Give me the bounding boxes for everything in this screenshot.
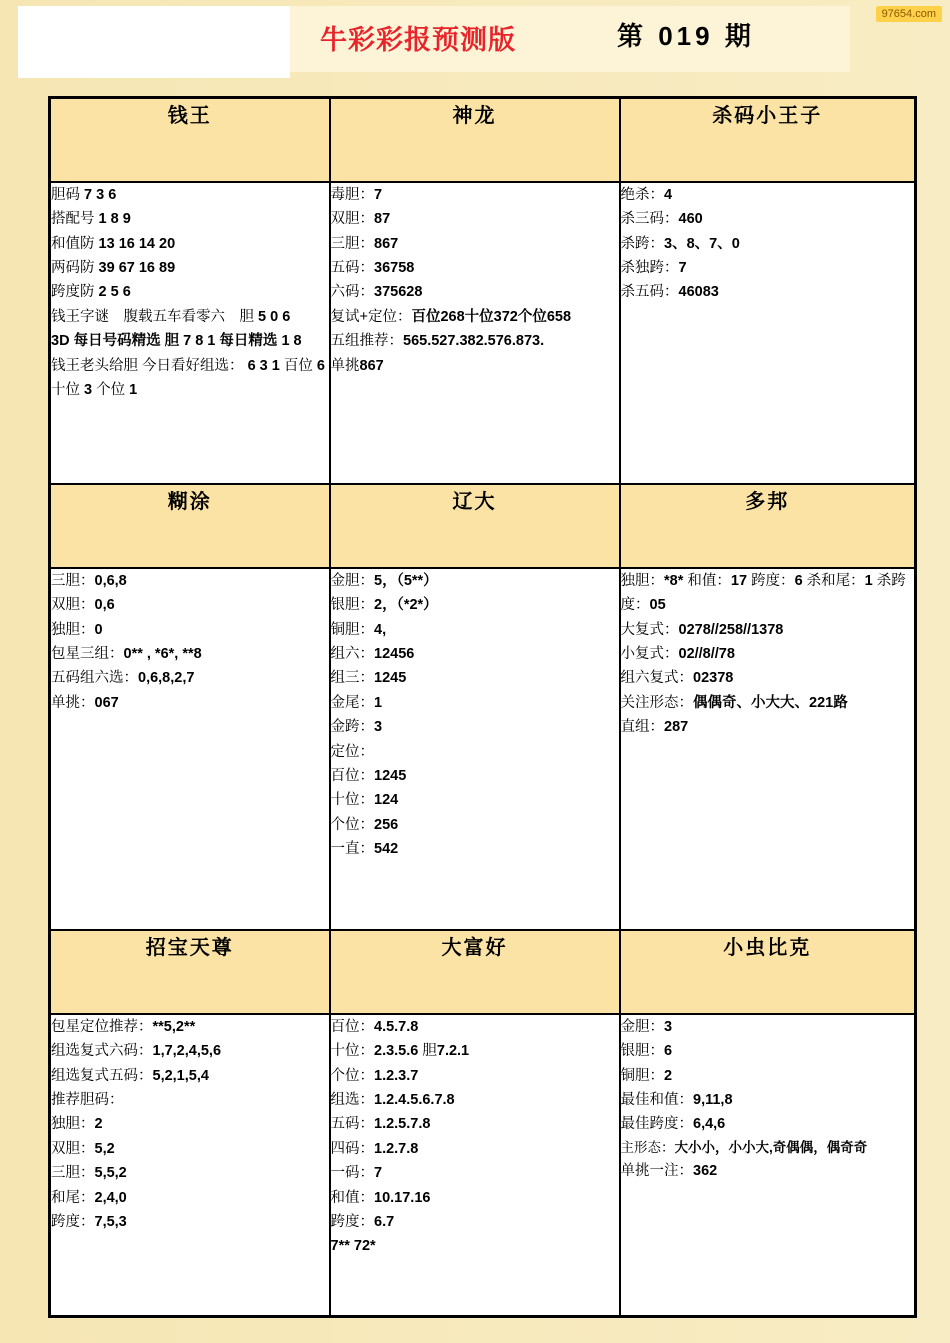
line-label-2: 百位 <box>283 357 313 374</box>
line-value: 6,4,6 <box>693 1116 726 1133</box>
line-label: 独胆： <box>620 573 664 589</box>
title-row-2 <box>50 484 916 568</box>
line-label: 五组推荐： <box>330 333 403 350</box>
line-label: 单挑 <box>330 357 360 374</box>
line-value: 0,6 <box>94 597 115 614</box>
line-value: 460 <box>678 211 703 228</box>
line-value: 4, <box>374 621 387 638</box>
line-label-3: 跨度： <box>751 573 795 589</box>
line-value-4: 1 <box>864 573 873 589</box>
body-row-3 <box>50 1014 916 1317</box>
line-value: 0,6,8 <box>94 573 127 589</box>
list-item <box>331 280 619 304</box>
line-value-4: 1 <box>129 381 138 398</box>
list-item <box>621 183 915 207</box>
section-title-cell-4 <box>330 484 620 568</box>
line-label: 百位： <box>330 767 374 784</box>
line-value-2: 17 <box>730 573 748 589</box>
line-label: 主形态： <box>620 1139 675 1155</box>
line-label: 跨度： <box>330 1213 374 1230</box>
line-label: 复试+定位： <box>330 308 412 325</box>
body-row-1 <box>50 182 916 484</box>
line-value: 12456 <box>374 646 415 663</box>
line-value: 2 <box>664 1067 673 1084</box>
line-value: 067 <box>94 694 119 711</box>
line-label: 组六复式： <box>620 670 693 687</box>
line-label-5: 杀跨度： <box>620 573 906 614</box>
line-label: 杀独跨： <box>620 260 679 277</box>
section-body-1 <box>330 182 620 484</box>
section-title-7: 大富好 <box>441 937 508 959</box>
list-item <box>51 691 329 715</box>
list-item <box>331 1039 619 1063</box>
line-label: 杀三码： <box>620 211 679 228</box>
line-value: 5,5,2 <box>94 1165 127 1182</box>
line-value: 1.2.3.7 <box>374 1067 419 1084</box>
section-body-6 <box>50 1014 330 1317</box>
list-item <box>51 618 329 642</box>
body-row-2 <box>50 568 916 930</box>
line-label: 五码组六选： <box>51 670 138 687</box>
line-value: 02//8//78 <box>678 646 735 663</box>
section-title-8: 小虫比克 <box>723 937 812 959</box>
line-value: 02378 <box>693 670 734 687</box>
list-item <box>51 1161 329 1185</box>
line-value: 2 <box>94 1116 103 1133</box>
list-item <box>331 593 619 617</box>
line-label: 金跨： <box>330 719 374 736</box>
line-label-2: 和值： <box>687 573 731 589</box>
line-label: 组选复式六码： <box>51 1043 153 1060</box>
line-value: 39 67 16 89 <box>98 260 176 277</box>
line-label: 独胆： <box>51 1116 95 1133</box>
line-label: 三胆： <box>330 235 374 252</box>
line-value: 867 <box>359 357 384 374</box>
line-value: 2 5 6 <box>98 284 131 301</box>
list-item <box>51 183 329 207</box>
list-item <box>331 354 619 378</box>
list-item <box>331 183 619 207</box>
line-label: 五码： <box>330 260 374 277</box>
line-label: 钱王字谜 腹载五车看零六 胆 <box>51 308 254 325</box>
list-item <box>331 813 619 837</box>
list-item <box>51 256 329 280</box>
list-item <box>621 715 915 739</box>
list-item <box>331 1161 619 1185</box>
line-label: 最佳和值： <box>620 1092 693 1109</box>
line-value: 4 <box>664 187 673 203</box>
line-label: 三胆： <box>51 1165 95 1182</box>
section-title-0: 钱王 <box>167 105 212 127</box>
line-value-2: 7.2.1 <box>436 1043 470 1060</box>
line-label: 绝杀： <box>620 187 664 203</box>
list-item <box>621 1137 915 1160</box>
list-item <box>331 618 619 642</box>
line-label-2: 每日精选 <box>219 333 278 350</box>
line-value: 46083 <box>678 284 719 301</box>
line-value: 5,2 <box>94 1140 115 1157</box>
line-label-2: 胆 <box>422 1043 437 1060</box>
page-header <box>0 0 950 88</box>
list-item <box>331 207 619 231</box>
line-label: 百位： <box>330 1019 374 1035</box>
line-label: 钱王老头给胆 今日看好组选： <box>51 357 244 374</box>
page-title: 牛彩彩报预测版 <box>320 25 516 55</box>
line-value: 87 <box>374 211 391 228</box>
line-value: 0** , *6*, **8 <box>123 646 202 663</box>
line-label: 三胆： <box>51 573 95 589</box>
list-item <box>331 569 619 593</box>
list-item <box>331 666 619 690</box>
line-value: 5 0 6 <box>258 308 291 325</box>
line-label: 单挑一注： <box>620 1163 693 1180</box>
list-item <box>331 1015 619 1039</box>
list-item <box>331 1137 619 1161</box>
line-value: 0278//258//1378 <box>678 621 784 638</box>
list-item <box>621 666 915 690</box>
line-value: 13 16 14 20 <box>98 235 176 252</box>
line-value: 6 3 1 <box>247 357 280 374</box>
line-label: 一直： <box>330 840 374 857</box>
line-value: 偶偶奇、小大大、221路 <box>693 694 848 711</box>
list-item <box>621 256 915 280</box>
line-label: 关注形态： <box>620 694 693 711</box>
line-label: 推荐胆码： <box>51 1092 124 1109</box>
list-item <box>621 642 915 666</box>
line-label: 组选： <box>330 1092 374 1109</box>
section-body-4 <box>330 568 620 930</box>
line-value-2: 6 <box>316 357 325 374</box>
list-item <box>621 1039 915 1063</box>
line-value: 542 <box>374 840 399 857</box>
list-item <box>331 1186 619 1210</box>
list-item <box>331 1210 619 1234</box>
list-item <box>621 1112 915 1136</box>
line-label: 单挑： <box>51 694 95 711</box>
list-item <box>51 1039 329 1063</box>
list-item <box>331 691 619 715</box>
line-label: 双胆： <box>51 597 95 614</box>
list-item <box>51 1137 329 1161</box>
line-value: 9,11,8 <box>693 1092 733 1109</box>
line-label: 个位： <box>330 1067 374 1084</box>
line-label: 一码： <box>330 1165 374 1182</box>
section-title-cell-7 <box>330 930 620 1014</box>
line-value: 3、8、7、0 <box>664 235 740 252</box>
line-label: 金胆： <box>330 573 374 589</box>
line-value: 7 8 1 <box>183 333 216 350</box>
list-item <box>621 618 915 642</box>
section-title-cell-6 <box>50 930 330 1014</box>
line-label: 两码防 <box>51 260 95 277</box>
line-value: 7 3 6 <box>84 187 117 203</box>
line-label: 跨度防 <box>51 284 95 301</box>
list-item <box>51 354 329 403</box>
section-title-6: 招宝天尊 <box>145 937 234 959</box>
line-label: 和尾： <box>51 1189 95 1206</box>
list-item <box>51 593 329 617</box>
line-label: 组三： <box>330 670 374 687</box>
line-label: 和值： <box>330 1189 374 1206</box>
line-label: 毒胆： <box>330 187 374 203</box>
list-item <box>331 788 619 812</box>
line-value: 256 <box>374 816 399 833</box>
line-value: 36758 <box>374 260 415 277</box>
line-label-3: 十位 <box>51 381 80 398</box>
list-item <box>621 1088 915 1112</box>
line-label: 杀跨： <box>620 235 664 252</box>
line-label: 最佳跨度： <box>620 1116 693 1133</box>
line-value-3: 3 <box>84 381 93 398</box>
list-item <box>51 642 329 666</box>
watermark-label: 97654.com <box>876 6 942 22</box>
list-item <box>51 329 329 353</box>
line-label: 十位： <box>330 792 374 809</box>
list-item <box>51 1210 329 1234</box>
line-label: 个位： <box>330 816 374 833</box>
list-item <box>331 232 619 256</box>
line-label-4: 杀和尾： <box>806 573 865 589</box>
line-label: 跨度： <box>51 1213 95 1230</box>
line-label: 十位： <box>330 1043 374 1060</box>
line-value: 287 <box>664 719 689 736</box>
list-item <box>51 569 329 593</box>
line-value: 3 <box>374 719 383 736</box>
line-label: 杀五码： <box>620 284 679 301</box>
issue-number: 第 019 期 <box>617 21 755 51</box>
line-label: 四码： <box>330 1140 374 1157</box>
list-item <box>331 740 619 764</box>
line-label: 胆码 <box>51 187 80 203</box>
line-value: 1,7,2,4,5,6 <box>152 1043 222 1060</box>
line-value: 565.527.382.576.873. <box>403 333 545 350</box>
section-body-2 <box>620 182 916 484</box>
line-label: 和值防 <box>51 235 95 252</box>
line-value: 362 <box>693 1163 718 1180</box>
line-value: 7,5,3 <box>94 1213 127 1230</box>
section-title-3: 糊涂 <box>167 491 212 513</box>
line-value: 2,4,0 <box>94 1189 127 1206</box>
list-item <box>331 1088 619 1112</box>
header-blank-left <box>18 6 290 78</box>
section-title-cell-1 <box>330 98 620 183</box>
list-item <box>331 642 619 666</box>
line-label: 金胆： <box>620 1019 664 1035</box>
title-row-3 <box>50 930 916 1014</box>
line-value: 4.5.7.8 <box>374 1019 419 1035</box>
line-value-3: 6 <box>794 573 803 589</box>
line-value: 6.7 <box>374 1213 395 1230</box>
list-item <box>331 1112 619 1136</box>
list-item <box>331 715 619 739</box>
line-value: 5,2,1,5,4 <box>152 1067 209 1084</box>
line-label: 大复式： <box>620 621 679 638</box>
section-body-7 <box>330 1014 620 1317</box>
line-label: 包星定位推荐： <box>51 1019 153 1035</box>
list-item <box>51 1112 329 1136</box>
line-value: 2，（*2*） <box>374 597 438 614</box>
list-item <box>51 280 329 304</box>
line-label: 定位： <box>330 743 374 760</box>
line-value: 5，（5**） <box>374 573 438 589</box>
line-value: 375628 <box>374 284 423 301</box>
list-item <box>331 329 619 353</box>
line-label: 组选复式五码： <box>51 1067 153 1084</box>
line-value: 大小小，小小大,奇偶偶，偶奇奇 <box>674 1139 868 1155</box>
section-body-3 <box>50 568 330 930</box>
list-item <box>51 1088 329 1112</box>
list-item <box>51 207 329 231</box>
line-value: 百位268十位372个位658 <box>411 308 572 325</box>
line-value: 7** 72* <box>330 1238 376 1255</box>
line-label: 五码： <box>330 1116 374 1133</box>
list-item <box>621 1159 915 1183</box>
line-label: 铜胆： <box>620 1067 664 1084</box>
line-value: 7 <box>374 1165 383 1182</box>
line-value-5: 05 <box>649 597 666 614</box>
list-item <box>331 305 619 329</box>
section-title-4: 辽大 <box>452 491 497 513</box>
section-title-1: 神龙 <box>452 105 497 127</box>
line-value: 3 <box>664 1019 673 1035</box>
line-value-2: 1 8 <box>281 333 302 350</box>
section-body-5 <box>620 568 916 930</box>
section-title-2: 杀码小王子 <box>712 105 823 127</box>
line-value: 1245 <box>374 670 407 687</box>
list-item <box>621 1064 915 1088</box>
list-item <box>621 1015 915 1039</box>
list-item <box>51 666 329 690</box>
line-label: 银胆： <box>330 597 374 614</box>
section-title-cell-0 <box>50 98 330 183</box>
line-label: 3D 每日号码精选 胆 <box>51 333 180 350</box>
list-item <box>51 1015 329 1039</box>
list-item <box>621 232 915 256</box>
section-body-8 <box>620 1014 916 1317</box>
line-label: 直组： <box>620 719 664 736</box>
line-value: 7 <box>374 187 383 203</box>
line-value: 0 <box>94 621 103 638</box>
list-item <box>331 837 619 861</box>
line-label-4: 个位 <box>96 381 126 398</box>
line-label: 独胆： <box>51 621 95 638</box>
section-title-cell-8 <box>620 930 916 1014</box>
line-value: 124 <box>374 792 399 809</box>
list-item <box>51 305 329 329</box>
line-label: 双胆： <box>51 1140 95 1157</box>
line-value: *8* <box>664 573 684 589</box>
section-body-0 <box>50 182 330 484</box>
list-item <box>621 691 915 715</box>
line-value: 1.2.7.8 <box>374 1140 419 1157</box>
title-row-1 <box>50 98 916 183</box>
list-item <box>331 1064 619 1088</box>
line-value: 1.2.4.5.6.7.8 <box>374 1092 455 1109</box>
section-title-cell-2 <box>620 98 916 183</box>
line-label: 铜胆： <box>330 621 374 638</box>
list-item <box>621 207 915 231</box>
line-value: 7 <box>678 260 687 277</box>
line-value: 867 <box>374 235 399 252</box>
section-title-cell-5 <box>620 484 916 568</box>
line-label: 银胆： <box>620 1043 664 1060</box>
line-value: 1 <box>374 694 383 711</box>
line-label: 包星三组： <box>51 646 124 663</box>
line-value: 1.2.5.7.8 <box>374 1116 431 1133</box>
list-item <box>331 1234 619 1258</box>
line-label: 六码： <box>330 284 374 301</box>
list-item <box>331 256 619 280</box>
line-value: 2.3.5.6 <box>374 1043 419 1060</box>
line-label: 组六： <box>330 646 374 663</box>
list-item <box>621 569 915 618</box>
line-value: **5,2** <box>152 1019 196 1035</box>
list-item <box>621 280 915 304</box>
list-item <box>51 232 329 256</box>
line-label: 小复式： <box>620 646 679 663</box>
line-value: 0,6,8,2,7 <box>138 670 195 687</box>
list-item <box>51 1064 329 1088</box>
line-value: 1 8 9 <box>98 211 131 228</box>
list-item <box>51 1186 329 1210</box>
line-label: 双胆： <box>330 211 374 228</box>
line-label: 金尾： <box>330 694 374 711</box>
section-title-cell-3 <box>50 484 330 568</box>
forecast-grid <box>48 96 917 1318</box>
line-label: 搭配号 <box>51 211 95 228</box>
line-value: 6 <box>664 1043 673 1060</box>
section-title-5: 多邦 <box>745 491 790 513</box>
line-value: 1245 <box>374 767 407 784</box>
line-value: 10.17.16 <box>374 1189 431 1206</box>
list-item <box>331 764 619 788</box>
